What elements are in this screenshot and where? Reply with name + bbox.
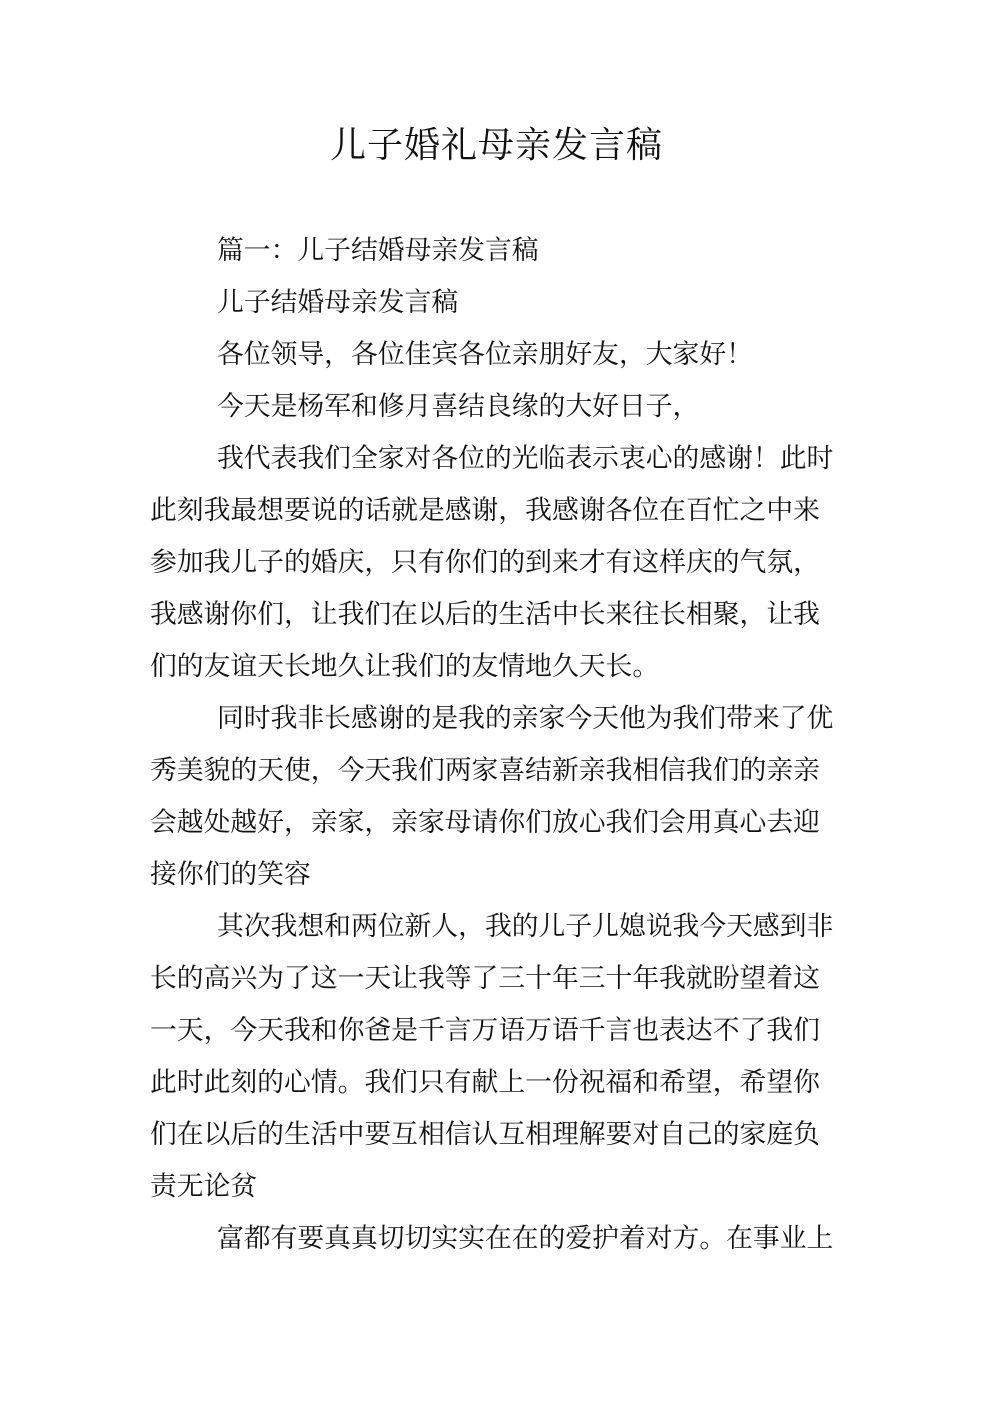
paragraph: 同时我非长感谢的是我的亲家今天他为我们带来了优秀美貌的天使，今天我们两家喜结新亲我相信我们的亲亲会越处越好，亲家，亲家母请你们放心我们会用真心去迎接你们的笑容 — [150, 703, 834, 890]
paragraph: 我代表我们全家对各位的光临表示衷心的感谢！此时此刻我最想要说的话就是感谢，我感谢各位在百忙之中来参加我儿子的婚庆，只有你们的到来才有这样庆的气氛，我感谢你们，让我们在以后的生活中长来往长相聚，让我们的友谊天长地久让我们的友情地久天长。 — [150, 443, 834, 682]
paragraph: 富都有要真真切切实实在在的爱护着对方。在事业上 — [217, 1223, 834, 1254]
paragraph: 今天是杨军和修月喜结良缘的大好日子， — [217, 391, 700, 422]
section-heading: 篇一：儿子结婚母亲发言稿 — [217, 235, 539, 266]
document-body — [150, 225, 836, 1265]
document-title: 儿子婚礼母亲发言稿 — [329, 125, 663, 166]
paragraph: 其次我想和两位新人，我的儿子儿媳说我今天感到非长的高兴为了这一天让我等了三十年三十年我就盼望着这一天，今天我和你爸是千言万语万语千言也表达不了我们此时此刻的心情。我们只有献上一份祝福和希望，希望你们在以后的生活中要互相信认互相理解要对自己的家庭负责无论贫 — [150, 911, 834, 1202]
speech-title: 儿子结婚母亲发言稿 — [217, 287, 459, 318]
greeting-paragraph: 各位领导，各位佳宾各位亲朋好友，大家好！ — [217, 339, 753, 370]
